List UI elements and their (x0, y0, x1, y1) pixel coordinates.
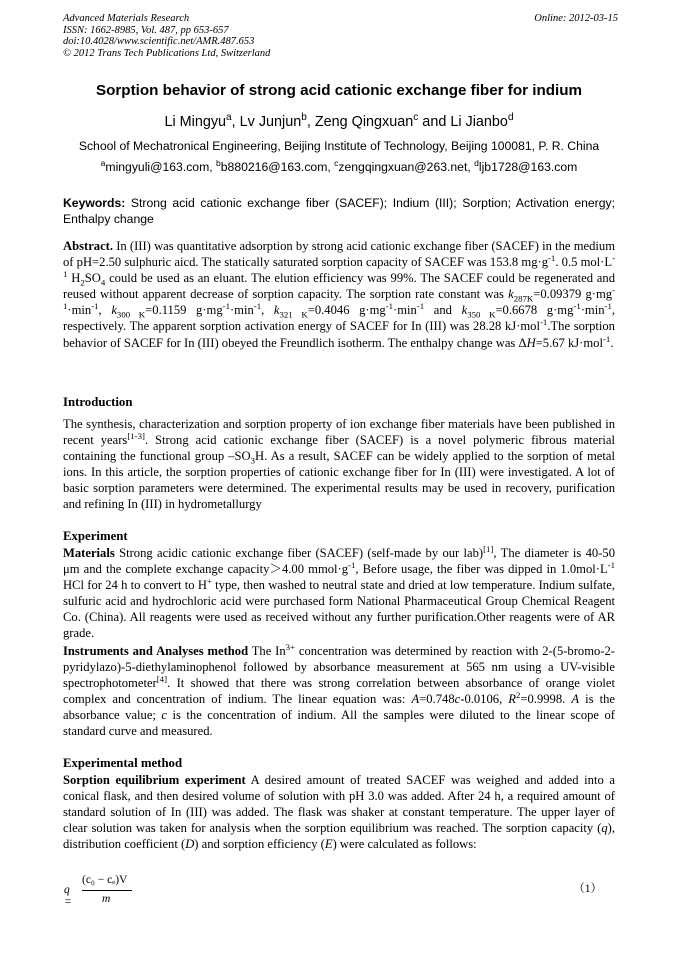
superscript: -1 (63, 285, 615, 312)
abstract-text: H (67, 271, 81, 286)
keywords (63, 195, 615, 227)
subscript: 321 K (279, 309, 308, 320)
abstract-label: Abstract. (63, 239, 114, 253)
materials-paragraph (63, 545, 615, 642)
body-text: =0.748 (419, 692, 455, 707)
equation-lhs (64, 884, 72, 908)
superscript: -1 (539, 317, 548, 328)
superscript: -1 (548, 252, 556, 263)
body-text: , Before usage, the fiber was dipped in 1.0mol·L (355, 562, 608, 577)
body-text: ) were calculated as follows: (332, 837, 477, 852)
subscript: 350 K (467, 309, 496, 320)
body-text: The In (248, 644, 286, 658)
abstract-text: , respectively. The apparent sorption activation energy of SACEF for In (III) was 28.28 kJ·mol (63, 303, 616, 334)
rate-constant-value: =0.4046 g·mg (307, 303, 386, 318)
email-address: ljb1728@163.com (478, 160, 578, 174)
separator: and (424, 303, 462, 318)
rate-constant-value: =0.6678 g·mg (495, 303, 574, 318)
instruments-paragraph (63, 643, 615, 740)
section-heading-experimental-method: Experimental method (63, 756, 183, 770)
abstract (63, 238, 615, 351)
rate-constant-symbol: k (461, 303, 468, 318)
unit: ·min (580, 303, 605, 318)
author-mark: c (413, 112, 419, 124)
superscript: + (206, 576, 212, 586)
math-symbol: A (411, 692, 420, 707)
issn-line: ISSN: 1662-8985, Vol. 487, pp 653-657 (63, 24, 229, 36)
body-text: -0.0106, (460, 692, 509, 707)
denominator: m (102, 893, 111, 905)
superscript: -1 (63, 252, 616, 279)
equals-sign: = (64, 896, 72, 908)
rate-constant-symbol: k (273, 303, 280, 318)
abstract-text: In (III) was quantitative adsorption by strong acid cationic exchange fiber (SACEF) in the medium of pH=2.50 sulphuric aicd. The statically saturated sorption capacity of SACEF was 153.8 mg·g (63, 239, 615, 270)
body-text: . Strong acid cationic exchange fiber (SACEF) is a novel polymeric fibrous material containing the functional group –SO (63, 433, 616, 464)
journal-name: Advanced Materials Research (63, 13, 190, 24)
body-text: ) and sorption efficiency ( (194, 837, 325, 852)
superscript: -1 (607, 559, 615, 570)
subscript: 2 (80, 277, 85, 288)
body-text: The synthesis, characterization and sorption property of ion exchange fiber materials have been published in recent years (63, 417, 615, 448)
unit: ·min (393, 303, 417, 318)
superscript: 2 (516, 690, 521, 701)
math-symbol: E (324, 837, 333, 852)
author-name: Li Jianbo (450, 114, 508, 130)
separator: . (610, 335, 614, 350)
email-mark: d (474, 157, 479, 168)
superscript: -1 (604, 301, 612, 312)
superscript: -1 (222, 301, 230, 312)
email-address: b880216@163.com (220, 160, 328, 174)
paper-title: Sorption behavior of strong acid cationic exchange fiber for indium (95, 82, 583, 99)
subscript: 4 (100, 277, 106, 288)
math-symbol: q (64, 884, 70, 896)
rate-constant-symbol: k (111, 303, 117, 318)
section-heading-experiment: Experiment (63, 529, 128, 543)
body-text: type, then washed to neutral state and dried at low temperature. Indium sulfate, sulfuric acid and hydrochloric acid were purchased form National Pharmaceutical Group Chemical Reagent Co. (China). All reagents were used as received without any further purification.Other reagents were of AR grade. (63, 578, 615, 641)
unit: ·min (67, 303, 92, 318)
author-name: Lv Junjun (239, 114, 302, 130)
superscript: -1 (602, 333, 611, 344)
citation-ref: [4] (156, 674, 168, 684)
body-text: . It showed that there was strong correlation between absorbance of orange violet complex and concentration of indium. The linear equation was: (63, 676, 615, 707)
body-text: concentration was determined by reaction with 2-(5-bromo-2-pyridylazo)-5-diethylaminophenol followed by absorbance measurement at 565 nm using a UV-visible spectrophotometer (63, 644, 616, 691)
author-mark: d (507, 112, 514, 124)
rate-constant-value: =0.1159 g·mg (145, 303, 223, 318)
superscript: -1 (91, 301, 99, 312)
body-text: HCl for 24 h to convert to H (63, 578, 207, 593)
abstract-text: =5.67 kJ·mol (535, 335, 603, 350)
body-text: , The diameter is 40-50 μm and the complete exchange capacity＞4.00 mmol·g (63, 546, 615, 577)
author-name: Li Mingyu (164, 114, 227, 130)
copyright-line: © 2012 Trans Tech Publications Ltd, Switzerland (63, 47, 271, 59)
body-text: =0.9998. (520, 692, 572, 707)
introduction-paragraph (63, 416, 615, 513)
keywords-text: Strong acid cationic exchange fiber (SACEF); Indium (III); Sorption; Activation energy; Enthalpy change (63, 196, 615, 226)
math-symbol: q (601, 821, 608, 836)
journal-header (63, 13, 618, 59)
body-text: ), distribution coefficient ( (63, 821, 615, 852)
run-in-heading: Sorption equilibrium experiment (63, 773, 246, 787)
sorption-paragraph (63, 772, 615, 852)
doi-line: doi:10.4028/www.scientific.net/AMR.487.653 (63, 36, 255, 48)
email-list: $^a$mingyuli@163.com, $^b$b880216@163.com, $^c$zengqingxuan@263.net, $^d$ljb1728@163.com (100, 157, 578, 174)
math-symbol: D (185, 837, 195, 852)
email-mark: a (100, 157, 106, 168)
body-text: H. As a result, SACEF can be widely applied to the sorption of metal ions. In this article, the sorption properties of cationic exchange fiber for In (III) were investigated. A lot of basic sorption parameters were determined. The experimental results may be used in recovery, purification and refining In (III) in hydrometallurgy (63, 449, 615, 512)
numerator: (c₀ − cₑ)V (82, 874, 128, 886)
subscript: 300 K (116, 309, 146, 320)
run-in-heading: Materials (63, 546, 115, 560)
keywords-label: Keywords: (63, 196, 126, 210)
email-address: mingyuli@163.com (105, 160, 210, 174)
author-mark: b (301, 112, 307, 124)
affiliation: School of Mechatronical Engineering, Beijing Institute of Technology, Beijing 100081, P. R. China (78, 139, 600, 153)
separator: , (98, 303, 112, 318)
body-text: Strong acidic cationic exchange fiber (SACEF) (self-made by our lab) (114, 546, 484, 560)
equation-1 (64, 874, 616, 908)
subscript: 3 (250, 455, 256, 466)
fraction-bar (82, 890, 132, 891)
abstract-text: .The sorption behavior of SACEF for In (III) obeyed the Freundlich isotherm. The enthalpy change was Δ (63, 319, 615, 350)
unit: ·min (229, 303, 254, 318)
rate-constant-symbol: k (508, 287, 514, 302)
math-symbol: A (571, 692, 580, 707)
body-text: is the concentration of indium. All the samples were diluted to the linear scope of standard curve and measured. (63, 708, 615, 739)
separator: , (261, 303, 274, 318)
abstract-text: could be used as an eluant. The elution efficiency was 99%. The SACEF could be regenerated and reused without apparent decrease of sorption capacity. The sorption rate constant was (63, 271, 615, 302)
superscript: -1 (348, 559, 356, 570)
abstract-text: . 0.5 mol·L (555, 255, 613, 270)
email-mark: b (216, 157, 221, 168)
author-list: Li Mingyu$^a$, Lv Junjun$^b$, Zeng Qingxuan$^c$ and Li Jianbo$^d$ (164, 112, 514, 130)
email-address: zengqingxuan@263.net (338, 160, 468, 174)
equation-number: （1） (573, 883, 602, 895)
rate-constant-value: =0.09379 g·mg (533, 287, 613, 302)
body-text: A desired amount of treated SACEF was weighed and added into a conical flask, and then desired volume of solution with pH 3.0 was added. After 24 h, a required amount of standard solution of In (III) was added. The flask was shaker at constant temperature. The upper layer of clear solution was taken for analysis when the sorption equilibrium was reached. The sorption capacity ( (63, 773, 615, 836)
math-symbol: c (454, 692, 461, 707)
subscript: 287K (513, 293, 534, 304)
body-text: is the absorbance value; (63, 692, 615, 723)
superscript: -1 (416, 301, 425, 312)
email-mark: c (334, 157, 339, 168)
citation-ref: [1-3] (127, 430, 145, 441)
abstract-text: SO (84, 271, 101, 286)
citation-ref: [1] (483, 543, 494, 554)
online-date: Online: 2012-03-15 (534, 13, 618, 24)
enthalpy-symbol: H (526, 335, 536, 350)
superscript: 3+ (285, 641, 296, 652)
superscript: -1 (385, 301, 394, 312)
run-in-heading: Instruments and Analyses method (63, 644, 249, 658)
superscript: -1 (573, 301, 581, 312)
author-name: Zeng Qingxuan (314, 114, 414, 130)
math-symbol: c (161, 708, 168, 723)
author-mark: a (226, 112, 232, 124)
superscript: -1 (253, 301, 262, 312)
math-symbol: R (508, 692, 516, 707)
section-heading-introduction: Introduction (63, 395, 133, 409)
